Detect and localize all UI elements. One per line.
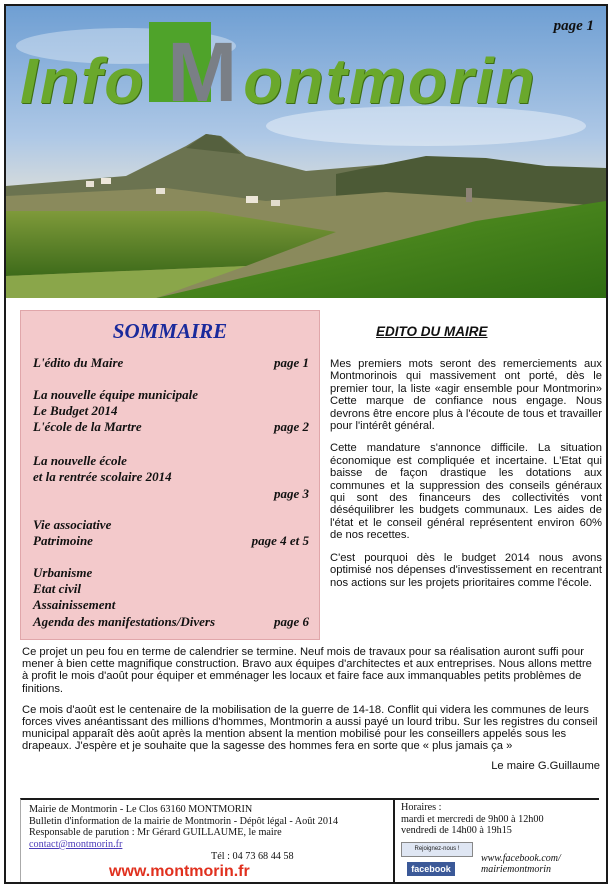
edito-paragraph: C'est pourquoi dès le budget 2014 nous avons optimisé nos dépenses d'investissement en recentrant nos actions sur les projets prioritaires comme l'école. — [330, 551, 602, 589]
sommaire-item-label: Vie associative — [33, 517, 112, 532]
sommaire-item-label: Agenda des manifestations/Divers — [33, 614, 216, 629]
page-number: page 1 — [553, 18, 594, 34]
footer-phone: Tél : 04 73 68 44 58 — [211, 851, 294, 862]
sommaire-item — [33, 419, 309, 435]
facebook-logo[interactable]: facebook — [407, 862, 455, 876]
footer-hours — [401, 802, 597, 837]
footer-divider — [393, 800, 395, 884]
sommaire-item — [33, 614, 309, 630]
sommaire-item-page: page 3 — [273, 486, 309, 501]
logo-m-block — [149, 22, 241, 119]
sommaire-item-label: L'édito du Maire — [33, 355, 124, 370]
logo — [20, 25, 537, 119]
signature: Le maire G.Guillaume — [491, 759, 600, 772]
sommaire-item — [33, 387, 309, 403]
footer — [20, 798, 599, 884]
sommaire-item — [33, 517, 309, 533]
edito-paragraph: Mes premiers mots seront des remerciements aux Montmorinois qui massivement ont porté, dès le premier tour, la liste «agir ensemble pour Montmorin» Cette marque de confiance nous engage. Nous devrons être encore plus à l'écoute de tous et travailler pour l'intérêt général. — [330, 358, 602, 433]
sommaire-item-label: Assainissement — [33, 597, 116, 612]
sommaire-item-label: Urbanisme — [33, 565, 93, 580]
sommaire-item-page: page 6 — [273, 614, 309, 629]
facebook-url-line-2: mairiemontmorin — [481, 864, 551, 875]
sommaire-item — [33, 355, 309, 371]
header-banner — [6, 6, 606, 298]
footer-responsable: Responsable de parution : Mr Gérard GUILLAUME, le maire — [29, 827, 282, 839]
footer-contact — [29, 804, 389, 880]
footer-email-link[interactable]: contact@montmorin.fr — [29, 838, 123, 850]
sommaire-item-label: L'école de la Martre — [33, 419, 142, 434]
logo-m-letter: M — [167, 25, 240, 119]
sommaire-item-label: et la rentrée scolaire 2014 — [33, 469, 172, 484]
sommaire-item-page: page 2 — [273, 419, 309, 434]
hours-line-1: mardi et mercredi de 9h00 à 12h00 — [401, 813, 544, 825]
sommaire-item-label: Etat civil — [33, 581, 82, 596]
sommaire-item-label: Le Budget 2014 — [33, 403, 118, 418]
footer-website-link[interactable]: www.montmorin.fr — [109, 863, 250, 880]
sommaire-item — [33, 469, 309, 485]
sommaire-item-page: page 1 — [273, 355, 309, 370]
hours-line-2: vendredi de 14h00 à 19h15 — [401, 825, 512, 837]
sommaire-title: SOMMAIRE — [112, 319, 228, 343]
footer-bulletin: Bulletin d'information de la mairie de Montmorin - Dépôt légal - Août 2014 — [29, 815, 339, 827]
sommaire-item — [33, 581, 309, 597]
body-text — [22, 646, 600, 772]
sommaire-item-label: La nouvelle école — [33, 453, 127, 468]
sommaire-item — [33, 533, 309, 549]
body-paragraph: Ce mois d'août est le centenaire de la mobilisation de la guerre de 14-18. Conflit qui videra les communes de leurs forces vives anéantissant des millions d'hommes, Montmorin a aussi payé un lourd tribu. Sur les registres du conseil municipal apparaît dès août après la mention absent la mention mobilisé pour les conseillers appelés sous les drapeaux. J'espère et je souhaite que la sagesse des hommes fera en sorte que « plus jamais ça » — [22, 703, 598, 753]
sommaire-item-page: page 4 et 5 — [251, 533, 309, 548]
sommaire-item — [33, 597, 309, 613]
logo-text-ontmorin: ontmorin — [243, 45, 537, 117]
body-paragraph: Ce projet un peu fou en terme de calendrier se termine. Neuf mois de travaux pour sa réalisation auront suffi pour mener à bien cette magnifique construction. Bravo aux équipes d'architectes et aux entreprises. Nous allons mettre à profit le mois d'août pour équiper et emménager les locaux et faire face aux immanquables petits problèmes de finitions. — [22, 646, 592, 695]
join-us-badge[interactable]: Rejoignez-nous ! — [401, 842, 473, 857]
sommaire-item — [33, 565, 309, 581]
edito-title: EDITO DU MAIRE — [376, 324, 488, 339]
sommaire-item — [33, 453, 309, 469]
sommaire-box — [20, 310, 320, 640]
edito-paragraph: Cette mandature s'annonce difficile. La situation économique est compliquée et incertaine. L'Etat qui baisse de façon drastique les dotations aux communes et la suppression des conseils généraux qui sont des financeurs des collectivités vont déséquilibrer les budgets communaux. Les aides de l'état et le conseil général représentent environ 60% de nos recettes. — [330, 442, 602, 542]
sommaire-item — [33, 403, 309, 419]
edito-text — [330, 358, 602, 599]
facebook-url[interactable] — [481, 853, 561, 875]
logo-text-info: Info — [20, 45, 146, 117]
sommaire-item-label: La nouvelle équipe municipale — [33, 387, 199, 402]
newsletter-page — [4, 4, 608, 884]
facebook-url-line-1: www.facebook.com/ — [481, 853, 561, 864]
hours-label: Horaires : — [401, 802, 442, 813]
footer-address: Mairie de Montmorin - Le Clos 63160 MONTMORIN — [29, 804, 253, 815]
sommaire-item-label: Patrimoine — [33, 533, 93, 548]
